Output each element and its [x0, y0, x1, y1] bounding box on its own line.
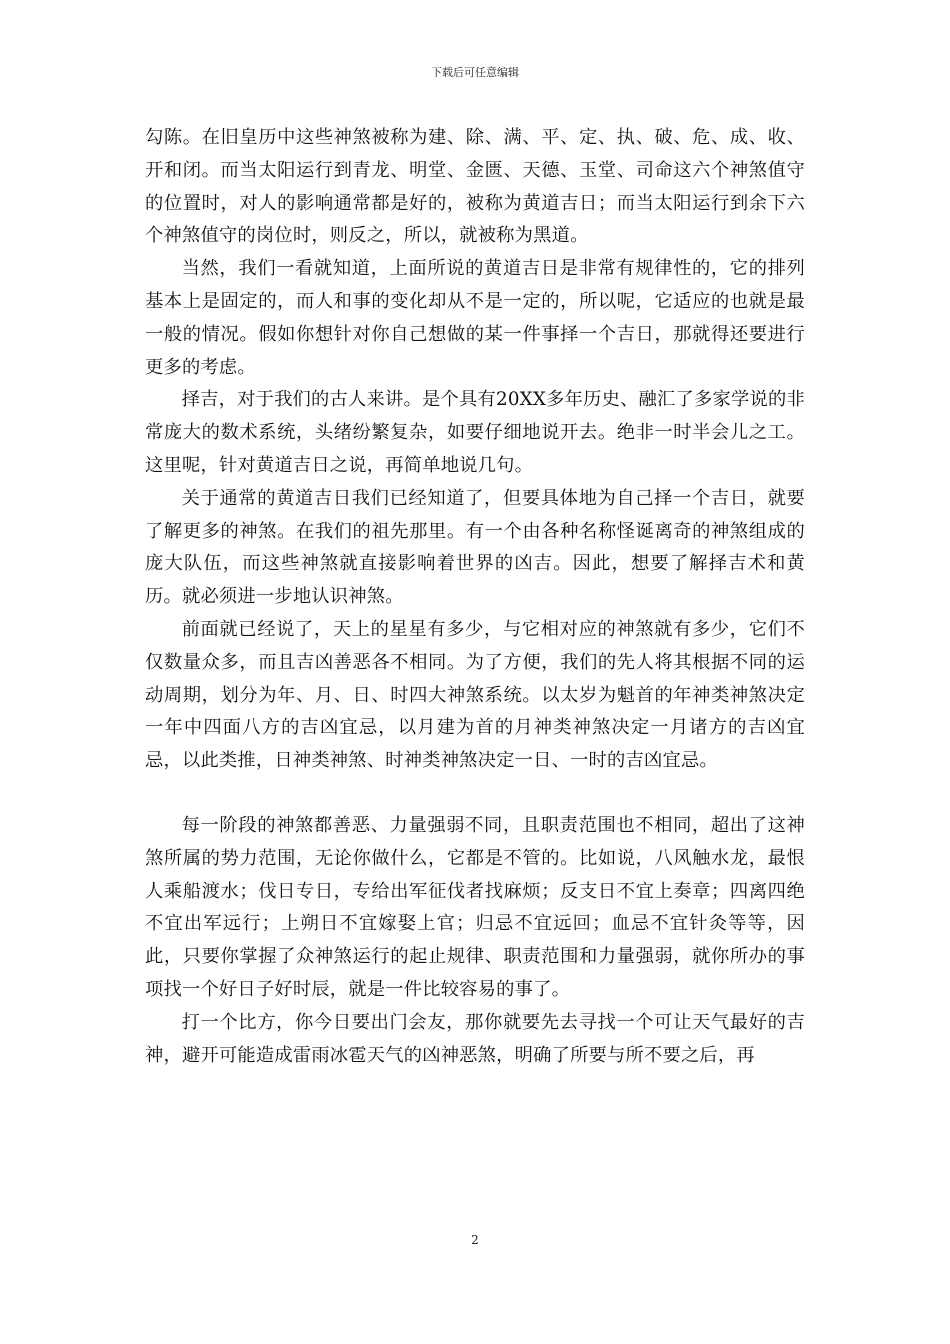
- paragraph-2: 当然，我们一看就知道，上面所说的黄道吉日是非常有规律性的，它的排列基本上是固定的，而人和事的变化却从不是一定的，所以呢，它适应的也就是最一般的情况。假如你想针对你自己想做的某一件事择一个吉日，那就得还要进行更多的考虑。: [145, 258, 805, 378]
- document-body: [145, 122, 805, 1072]
- paragraph-6: 每一阶段的神煞都善恶、力量强弱不同，且职责范围也不相同，超出了这神煞所属的势力范围，无论你做什么，它都是不管的。比如说，八风触水龙，最恨人乘船渡水；伐日专日，专给出军征伐者找麻烦；反支日不宜上奏章；四离四绝不宜出军远行；上朔日不宜嫁娶上官；归忌不宜远回；血忌不宜针灸等等，因此，只要你掌握了众神煞运行的起止规律、职责范围和力量强弱，就你所办的事项找一个好日子好时辰，就是一件比较容易的事了。: [145, 814, 805, 1000]
- paragraph-3: 择吉，对于我们的古人来讲。是个具有20XX多年历史、融汇了多家学说的非常庞大的数术系统，头绪纷繁复杂，如要仔细地说开去。绝非一时半会儿之工。这里呢，针对黄道吉日之说，再简单地说几句。: [145, 389, 805, 476]
- paragraph-7: 打一个比方，你今日要出门会友，那你就要先去寻找一个可让天气最好的吉神，避开可能造成雷雨冰雹天气的凶神恶煞，明确了所要与所不要之后，再: [145, 1011, 805, 1066]
- paragraph-5: 前面就已经说了，天上的星星有多少，与它相对应的神煞就有多少，它们不仅数量众多，而且吉凶善恶各不相同。为了方便，我们的先人将其根据不同的运动周期，划分为年、月、日、时四大神煞系统。以太岁为魁首的年神类神煞决定一年中四面八方的吉凶宜忌，以月建为首的月神类神煞决定一月诸方的吉凶宜忌，以此类推，日神类神煞、时神类神煞决定一日、一时的吉凶宜忌。: [145, 618, 805, 772]
- page-number: 2: [471, 1233, 479, 1247]
- paragraph-4: 关于通常的黄道吉日我们已经知道了，但要具体地为自己择一个吉日，就要了解更多的神煞。在我们的祖先那里。有一个由各种名称怪诞离奇的神煞组成的庞大队伍，而这些神煞就直接影响着世界的凶吉。因此，想要了解择吉术和黄历。就必须进一步地认识神煞。: [145, 487, 805, 608]
- page-header: [0, 66, 950, 80]
- paragraph-1: 勾陈。在旧皇历中这些神煞被称为建、除、满、平、定、执、破、危、成、收、开和闭。而当太阳运行到青龙、明堂、金匮、天德、玉堂、司命这六个神煞值守的位置时，对人的影响通常都是好的，被称为黄道吉日；而当太阳运行到余下六个神煞值守的岗位时，则反之，所以，就被称为黑道。: [145, 127, 805, 247]
- header-text: 下载后可任意编辑: [431, 66, 519, 79]
- page-footer: [0, 1233, 950, 1247]
